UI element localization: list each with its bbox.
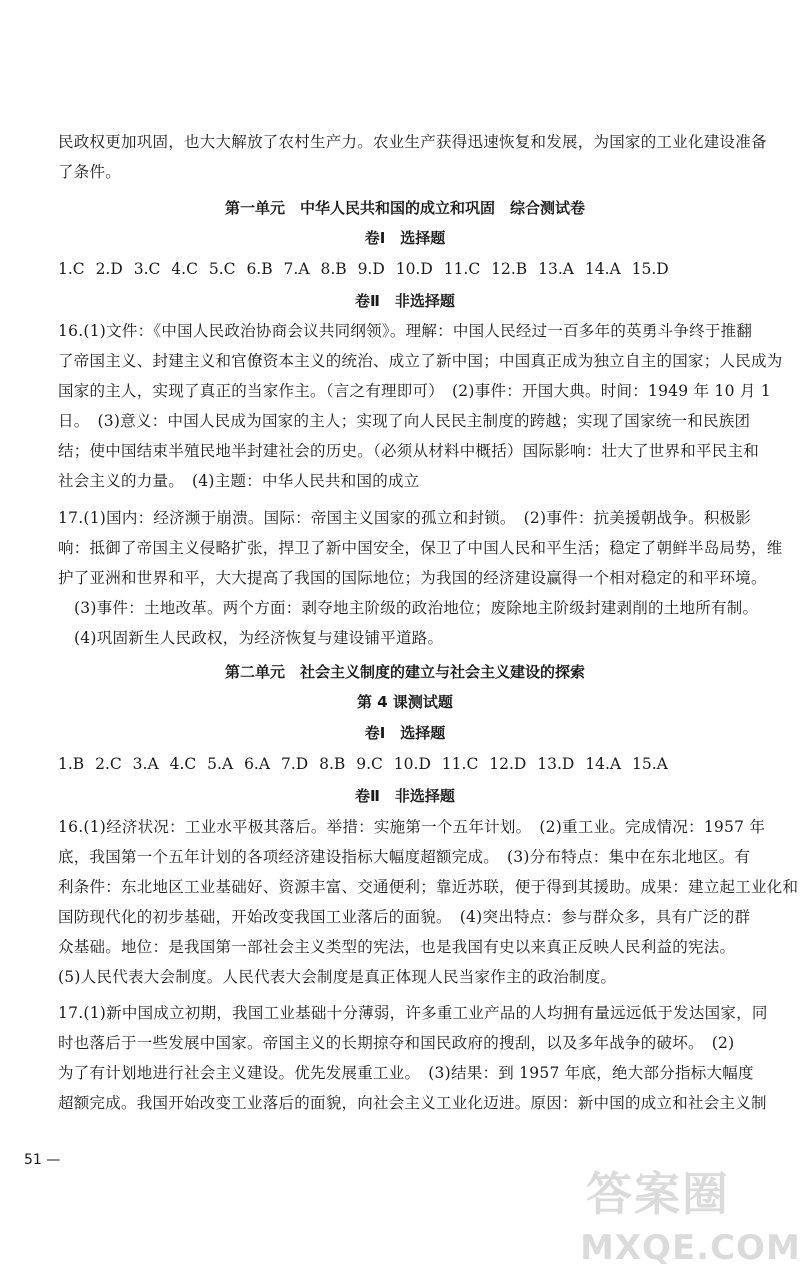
unit2-q16-line: 国防现代化的初步基础，开始改变我国工业落后的面貌。 (4)突出特点：参与群众多，具有广泛的群 [58,908,751,926]
unit1-q16-line: 了帝国主义、封建主义和官僚资本主义的统治、成立了新中国；中国真正成为独立自主的国家；人民成为 [58,352,783,370]
watermark-url: MXQE.COM [580,1228,801,1268]
unit1-q17-line: (3)事件：土地改革。两个方面：剥夺地主阶级的政治地位；废除地主阶级封建剥削的土地所有制。 [74,599,759,617]
page-number: 51 — [24,1152,61,1168]
unit2-title: 第二单元 社会主义制度的建立与社会主义建设的探索 [224,663,585,681]
unit1-q16-line: 国家的主人，实现了真正的当家作主。（言之有理即可） (2)事件：开国大典。时间：1949 年 10 月 1 [58,382,771,400]
unit2-lesson-title: 第 4 课测试题 [357,693,453,711]
unit2-q16-line: (5)人民代表大会制度。人民代表大会制度是真正体现人民当家作主的政治制度。 [58,968,617,986]
unit1-part1-heading: 卷Ⅰ 选择题 [364,229,446,247]
unit2-q17-line: 为了有计划地进行社会主义建设。优先发展重工业。 (3)结果：到 1957 年底，绝大部分指标大幅度 [58,1064,754,1082]
unit1-q17-line: (4)巩固新生人民政权，为经济恢复与建设铺平道路。 [74,629,444,647]
intro-line: 了条件。 [58,163,122,181]
unit2-q16-line: 利条件：东北地区工业基础好、资源丰富、交通便利；靠近苏联，便于得到其援助。成果：建立起工业化和 [58,878,799,896]
unit2-q16-line: 众基础。地位：是我国第一部社会主义类型的宪法，也是我国有史以来真正反映人民利益的宪法。 [58,938,736,956]
watermark-text: 答案圈 [586,1167,730,1221]
unit1-title: 第一单元 中华人民共和国的成立和巩固 综合测试卷 [224,199,585,217]
unit1-q16-line: 结；使中国结束半殖民地半封建社会的历史。（必须从材料中概括）国际影响：壮大了世界和平民主和 [58,442,760,460]
unit2-choice-answers: 1.B 2.C 3.A 4.C 5.A 6.A 7.D 8.B 9.C 10.D 11.C 12.D 13.D 14.A 15.A [58,755,668,773]
unit2-q17-line: 超额完成。我国开始改变工业落后的面貌，向社会主义工业化迈进。原因：新中国的成立和社会主义制 [58,1094,767,1112]
watermark-logo [572,1166,802,1276]
unit2-part2-heading: 卷Ⅱ 非选择题 [355,787,455,805]
unit1-q16-line: 社会主义的力量。 (4)主题：中华人民共和国的成立 [58,472,420,490]
unit1-q17-line: 17.(1)国内：经济濒于崩溃。国际：帝国主义国家的孤立和封锁。 (2)事件：抗美援朝战争。积极影 [58,509,752,527]
unit2-q17-line: 17.(1)新中国成立初期，我国工业基础十分薄弱，许多重工业产品的人均拥有量远远低于发达国家，同 [58,1004,768,1022]
unit2-q17-line: 时也落后于一些发展中国家。帝国主义的长期掠夺和国民政府的搜刮，以及多年战争的破坏。 (2) [58,1034,735,1052]
unit1-part2-heading: 卷Ⅱ 非选择题 [355,292,455,310]
unit1-q17-line: 护了亚洲和世界和平，大大提高了我国的国际地位；为我国的经济建设赢得一个相对稳定的和平环境。 [58,569,767,587]
unit1-choice-answers: 1.C 2.D 3.C 4.C 5.C 6.B 7.A 8.B 9.D 10.D 11.C 12.B 13.A 14.A 15.D [58,260,669,278]
unit2-q16-line: 16.(1)经济状况：工业水平极其落后。举措：实施第一个五年计划。 (2)重工业。完成情况：1957 年 [58,818,766,836]
unit1-q17-line: 响：抵御了帝国主义侵略扩张，捍卫了新中国安全，保卫了中国人民和平生活；稳定了朝鲜半岛局势，维 [58,539,783,557]
unit2-part1-heading: 卷Ⅰ 选择题 [364,724,446,742]
unit2-q16-line: 底，我国第一个五年计划的各项经济建设指标大幅度超额完成。 (3)分布特点：集中在东北地区。有 [58,848,751,866]
unit1-q16-line: 日。 (3)意义：中国人民成为国家的主人；实现了向人民民主制度的跨越；实现了国家统一和民族团 [58,412,751,430]
intro-line: 民政权更加巩固，也大大解放了农村生产力。农业生产获得迅速恢复和发展，为国家的工业化建设准备 [58,133,767,151]
unit1-q16-line: 16.(1)文件：《中国人民政治协商会议共同纲领》。理解：中国人民经过一百多年的英勇斗争终于推翻 [58,322,753,340]
